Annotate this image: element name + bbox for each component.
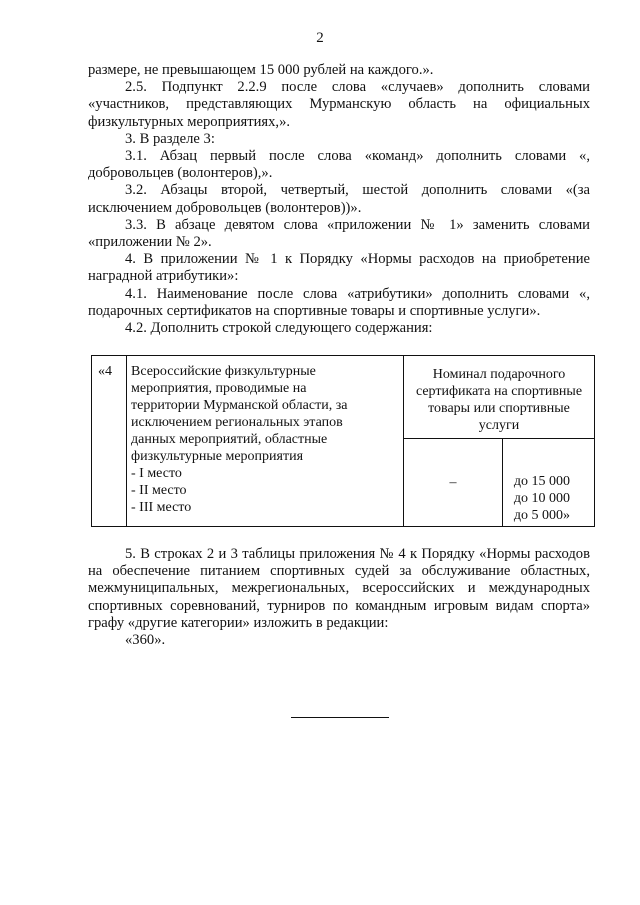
table-row-number: «4 — [92, 356, 127, 527]
table-dash-cell: – — [404, 439, 503, 527]
paragraph: 5. В строках 2 и 3 таблицы приложения № 4 к Порядку «Нормы расходов на обеспечение питанием спортивных судей за обслуживание областных, межмуниципальных, межрегиональных, всероссийских и международных спортивных соревнований, турниров по командным игровым видам спорта» графу «другие категории» изложить в редакции: — [88, 546, 590, 631]
paragraph: 2.5. Подпункт 2.2.9 после слова «случаев» дополнить словами «участников, представляющих Мурманскую область на официальных физкультурных мероприятиях,». — [88, 79, 590, 130]
description-line: физкультурные мероприятия — [131, 449, 304, 464]
table-header-cell: Номинал подарочного сертификата на спортивные товары или спортивные услуги — [404, 356, 595, 439]
amount-value: до 10 000 — [513, 491, 570, 506]
description-line: - III место — [131, 500, 192, 515]
bottom-text-block — [88, 546, 590, 649]
amount-value: до 15 000 — [513, 474, 570, 489]
paragraph: 4.1. Наименование после слова «атрибутики» дополнить словами «, подарочных сертификатов на спортивные товары и спортивные услуги». — [88, 285, 590, 319]
paragraph: 3.3. В абзаце девятом слова «приложении № 1» заменить словами «приложении № 2». — [88, 216, 590, 251]
description-line: данных мероприятий, областные — [131, 432, 328, 447]
insert-table — [91, 355, 595, 527]
table-amounts-cell — [503, 439, 595, 527]
paragraph: 3. В разделе 3: — [125, 130, 215, 147]
paragraph: 4.2. Дополнить строкой следующего содержания: — [125, 320, 433, 337]
page-number: 2 — [316, 30, 324, 46]
paragraph: 3.1. Абзац первый после слова «команд» дополнить словами «, добровольцев (волонтеров),». — [88, 148, 590, 182]
top-text-block — [88, 62, 590, 337]
description-line: - II место — [131, 483, 187, 498]
description-line: территории Мурманской области, за — [131, 398, 348, 413]
description-line: исключением региональных этапов — [131, 415, 343, 430]
amount-value: до 5 000» — [513, 508, 570, 523]
closing-rule — [291, 717, 389, 718]
description-line: мероприятия, проводимые на — [131, 381, 307, 396]
table-description — [127, 356, 404, 527]
paragraph: 3.2. Абзацы второй, четвертый, шестой дополнить словами «(за исключением добровольцев (волонтеров))». — [88, 182, 590, 216]
description-line: Всероссийские физкультурные — [131, 364, 316, 379]
paragraph: размере, не превышающем 15 000 рублей на каждого.». — [88, 62, 434, 78]
paragraph: «360». — [125, 632, 166, 649]
description-line: - I место — [131, 466, 182, 481]
paragraph: 4. В приложении № 1 к Порядку «Нормы расходов на приобретение наградной атрибутики»: — [88, 251, 590, 285]
